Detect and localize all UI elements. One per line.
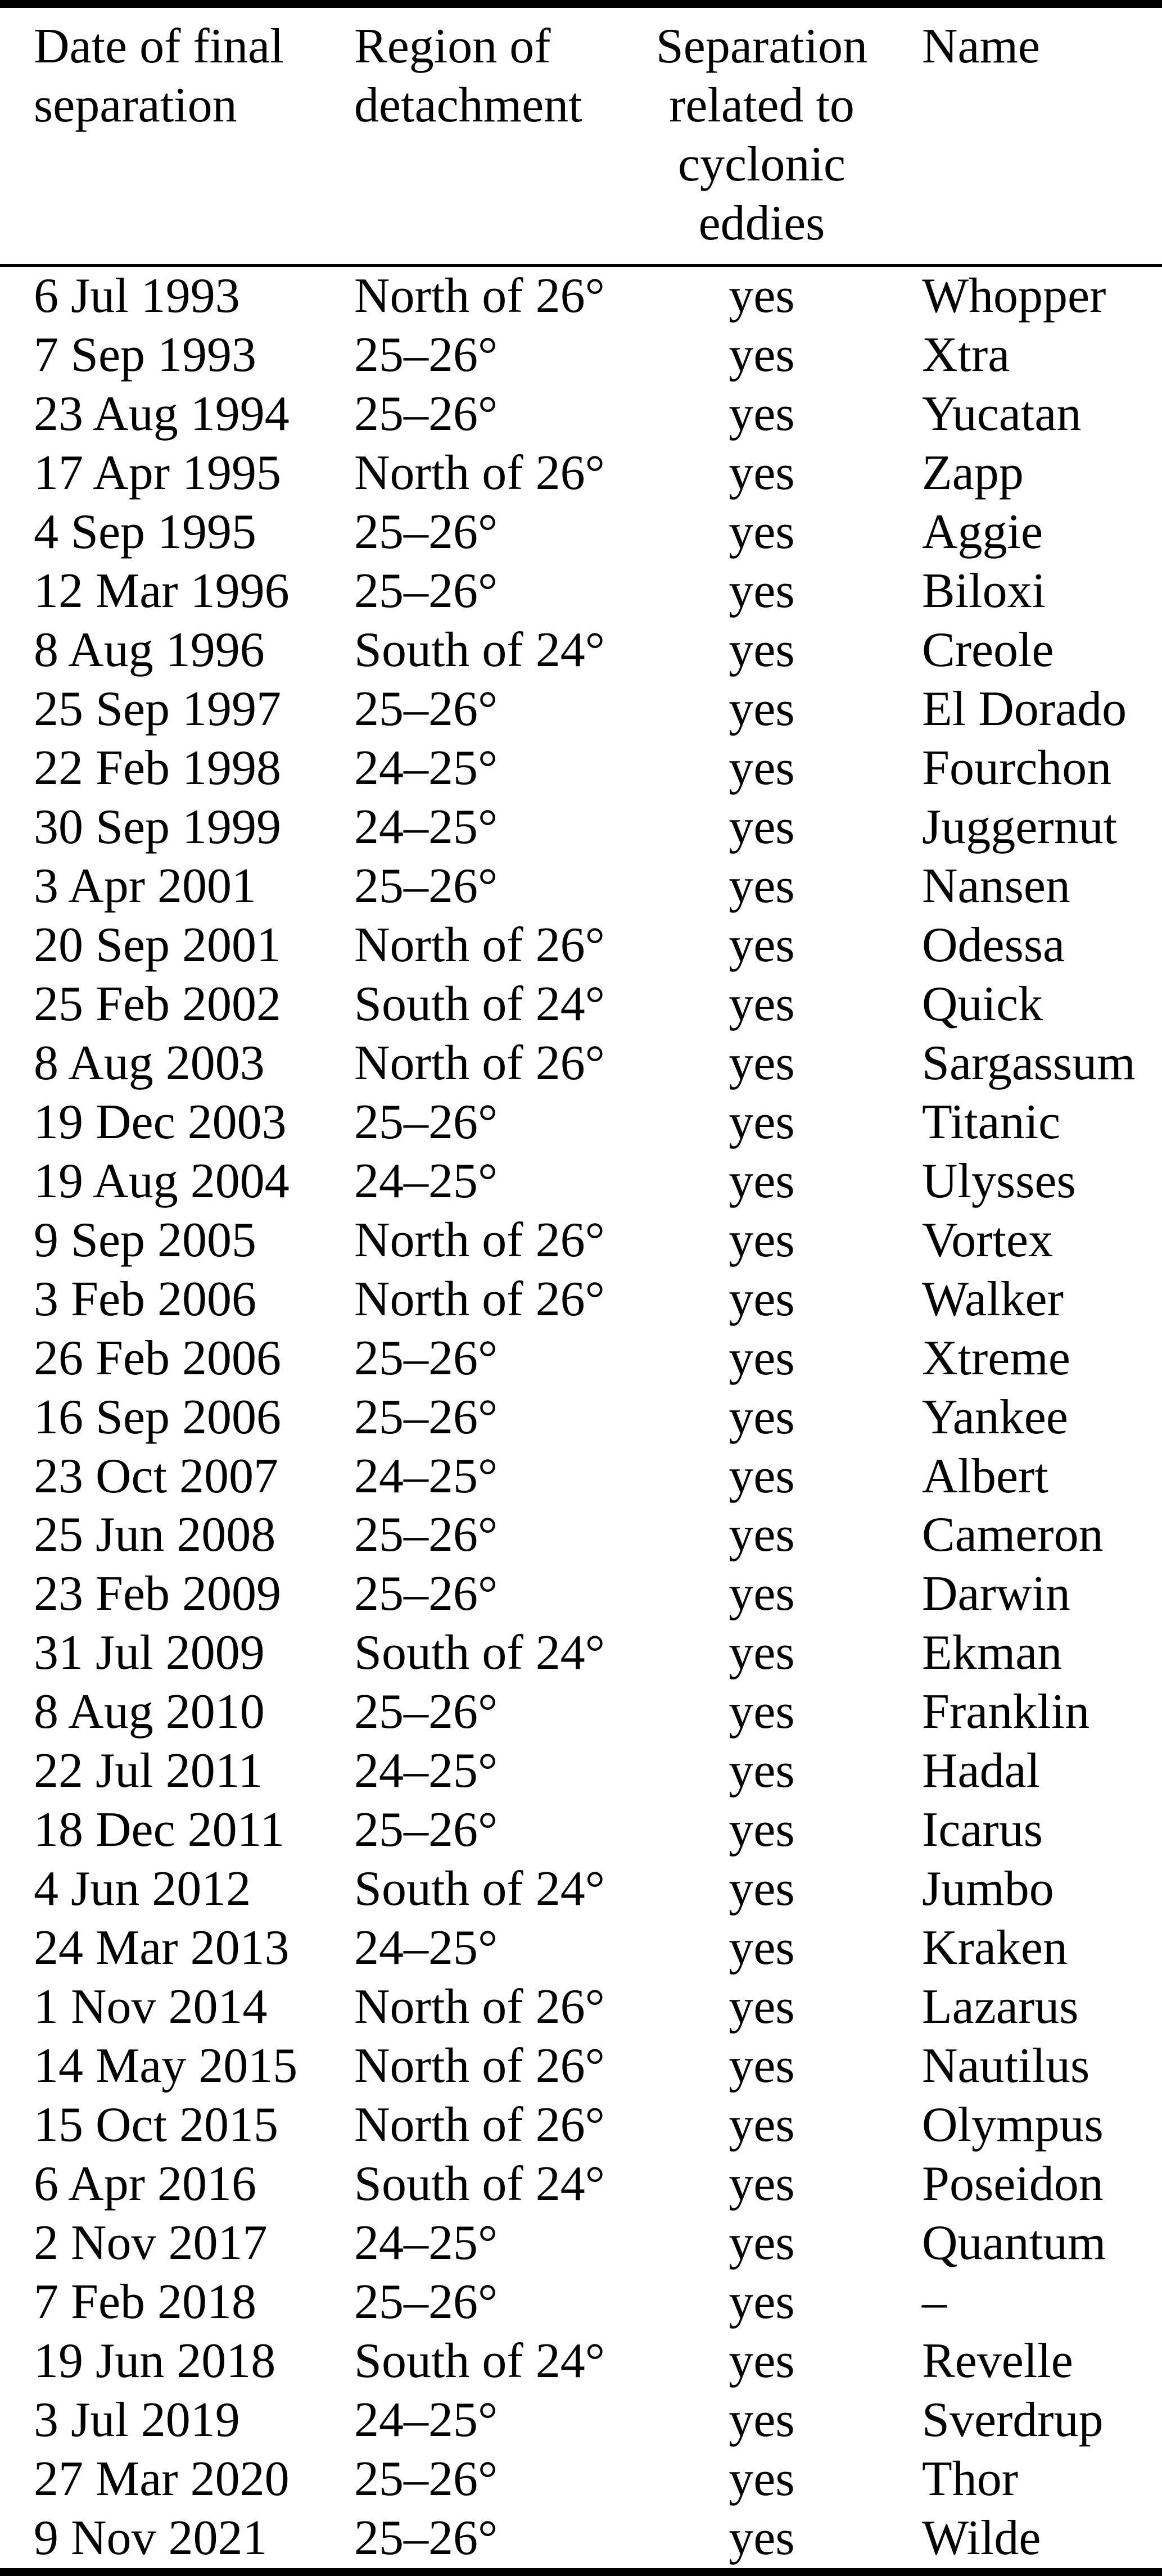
cell-region: 24–25°	[354, 740, 498, 795]
table-row	[34, 2450, 1162, 2509]
table-row	[34, 1624, 1162, 1683]
cell-cyclonic: yes	[729, 681, 795, 736]
table-row	[34, 916, 1162, 975]
table-row	[34, 1683, 1162, 1742]
cell-date: 9 Sep 2005	[34, 1212, 256, 1267]
cell-date: 19 Aug 2004	[34, 1153, 290, 1208]
cell-region: 24–25°	[354, 799, 498, 854]
table-row	[34, 680, 1162, 739]
cell-date: 19 Jun 2018	[34, 2334, 276, 2389]
table-row	[34, 1329, 1162, 1388]
cell-date: 2 Nov 2017	[34, 2216, 268, 2271]
table-row	[34, 798, 1162, 857]
cell-cyclonic: yes	[729, 2157, 795, 2212]
cell-name: Xtra	[922, 328, 1010, 382]
cell-date: 3 Feb 2006	[34, 1271, 256, 1327]
table-row	[34, 1860, 1162, 1919]
cell-name: Kraken	[922, 1921, 1068, 1976]
cell-date: 22 Feb 1998	[34, 740, 281, 795]
table-row	[34, 503, 1162, 562]
cell-region: 25–26°	[354, 2452, 498, 2507]
cell-region: 25–26°	[354, 681, 498, 736]
header-separation-related-to-cyclonic-eddies: Separation related to cyclonic eddies	[655, 19, 868, 251]
cell-date: 1 Nov 2014	[34, 1980, 268, 2035]
cell-name: Quantum	[922, 2216, 1106, 2271]
table-row	[34, 1152, 1162, 1211]
cell-date: 25 Feb 2002	[34, 976, 281, 1031]
cell-date: 25 Jun 2008	[34, 1507, 276, 1563]
cell-date: 27 Mar 2020	[34, 2452, 290, 2507]
table-row	[34, 2214, 1162, 2273]
cell-date: 9 Nov 2021	[34, 2511, 268, 2566]
cell-date: 14 May 2015	[34, 2039, 298, 2094]
cell-date: 8 Aug 2010	[34, 1685, 265, 1740]
cell-region: South of 24°	[354, 2157, 605, 2212]
cell-region: 25–26°	[354, 328, 498, 382]
header-date-of-final-separation: Date of final separation	[34, 19, 284, 133]
cell-name: Icarus	[922, 1803, 1043, 1858]
table-row	[34, 1565, 1162, 1624]
table-row	[34, 1211, 1162, 1270]
cell-cyclonic: yes	[729, 740, 795, 795]
cell-date: 31 Jul 2009	[34, 1626, 265, 1681]
cell-date: 30 Sep 1999	[34, 799, 281, 854]
cell-name: Xtreme	[922, 1330, 1070, 1386]
cell-cyclonic: yes	[729, 328, 795, 382]
cell-region: South of 24°	[354, 622, 605, 677]
cell-cyclonic: yes	[729, 2275, 795, 2330]
table-row	[34, 1506, 1162, 1565]
cell-name: Ekman	[922, 1626, 1062, 1681]
cell-name: Lazarus	[922, 1980, 1079, 2035]
table-row	[34, 1034, 1162, 1093]
cell-region: 25–26°	[354, 2511, 498, 2566]
cell-region: 25–26°	[354, 504, 498, 559]
cell-region: North of 26°	[354, 1035, 605, 1090]
cell-cyclonic: yes	[729, 1567, 795, 1622]
cell-cyclonic: yes	[729, 2216, 795, 2271]
table-row	[34, 1978, 1162, 2037]
cell-cyclonic: yes	[729, 1389, 795, 1445]
cell-cyclonic: yes	[729, 1271, 795, 1327]
cell-name: Zapp	[922, 445, 1024, 500]
cell-name: Nautilus	[922, 2039, 1090, 2094]
table-row	[34, 1270, 1162, 1329]
cell-cyclonic: yes	[729, 1153, 795, 1208]
table-row	[34, 1447, 1162, 1506]
table-bottom-rule	[0, 2568, 1162, 2576]
cell-cyclonic: yes	[729, 1921, 795, 1976]
cell-region: 25–26°	[354, 563, 498, 618]
cell-date: 8 Aug 1996	[34, 622, 265, 677]
cell-date: 16 Sep 2006	[34, 1389, 281, 1445]
cell-region: North of 26°	[354, 2098, 605, 2153]
table-row	[34, 2155, 1162, 2214]
cell-cyclonic: yes	[729, 1980, 795, 2035]
cell-cyclonic: yes	[729, 1862, 795, 1917]
header-name: Name	[922, 19, 1041, 74]
table-row	[34, 1801, 1162, 1860]
cell-cyclonic: yes	[729, 1212, 795, 1267]
cell-date: 24 Mar 2013	[34, 1921, 290, 1976]
cell-cyclonic: yes	[729, 1685, 795, 1740]
cell-name: Jumbo	[922, 1862, 1054, 1917]
cell-region: 24–25°	[354, 1448, 498, 1504]
cell-region: North of 26°	[354, 1212, 605, 1267]
cell-name: Revelle	[922, 2334, 1073, 2389]
cell-region: 25–26°	[354, 2275, 498, 2330]
cell-date: 18 Dec 2011	[34, 1803, 285, 1858]
cell-name: Yankee	[922, 1389, 1068, 1445]
cell-region: South of 24°	[354, 2334, 605, 2389]
cell-date: 23 Aug 1994	[34, 386, 290, 441]
cell-date: 4 Sep 1995	[34, 504, 256, 559]
cell-cyclonic: yes	[729, 2098, 795, 2153]
cell-region: South of 24°	[354, 1626, 605, 1681]
cell-region: South of 24°	[354, 976, 605, 1031]
cell-name: Sverdrup	[922, 2393, 1104, 2448]
table-row	[34, 562, 1162, 621]
header-region-of-detachment: Region of detachment	[354, 19, 582, 133]
table-header-row	[0, 8, 1162, 264]
cell-cyclonic: yes	[729, 2334, 795, 2389]
table-row	[34, 621, 1162, 680]
cell-name: Yucatan	[922, 386, 1082, 441]
table-row	[34, 2096, 1162, 2155]
cell-name: Odessa	[922, 917, 1065, 972]
cell-name: Creole	[922, 622, 1054, 677]
cell-cyclonic: yes	[729, 2511, 795, 2566]
table-body	[0, 267, 1162, 2568]
cell-region: North of 26°	[354, 2039, 605, 2094]
table-row	[34, 2037, 1162, 2096]
table-row	[34, 1919, 1162, 1978]
cell-date: 12 Mar 1996	[34, 563, 290, 618]
cell-region: North of 26°	[354, 917, 605, 972]
cell-region: North of 26°	[354, 269, 605, 324]
cell-date: 23 Oct 2007	[34, 1448, 279, 1504]
table-row	[34, 1093, 1162, 1152]
cell-cyclonic: yes	[729, 2039, 795, 2094]
cell-region: 25–26°	[354, 1803, 498, 1858]
table-row	[34, 267, 1162, 326]
cell-date: 22 Jul 2011	[34, 1744, 263, 1799]
cell-cyclonic: yes	[729, 445, 795, 500]
cell-name: Franklin	[922, 1685, 1090, 1740]
cell-date: 8 Aug 2003	[34, 1035, 265, 1090]
cell-cyclonic: yes	[729, 1744, 795, 1799]
cell-date: 6 Apr 2016	[34, 2157, 256, 2212]
cell-name: Thor	[922, 2452, 1019, 2507]
cell-cyclonic: yes	[729, 976, 795, 1031]
cell-name: Hadal	[922, 1744, 1041, 1799]
cell-date: 15 Oct 2015	[34, 2098, 279, 2153]
table-row	[34, 2273, 1162, 2332]
cell-name: Sargassum	[922, 1035, 1136, 1090]
cell-date: 6 Jul 1993	[34, 269, 240, 324]
cell-date: 23 Feb 2009	[34, 1567, 281, 1622]
cell-name: Nansen	[922, 858, 1070, 913]
cell-cyclonic: yes	[729, 504, 795, 559]
cell-cyclonic: yes	[729, 799, 795, 854]
cell-date: 20 Sep 2001	[34, 917, 281, 972]
cell-name: El Dorado	[922, 681, 1127, 736]
cell-cyclonic: yes	[729, 2452, 795, 2507]
cell-region: North of 26°	[354, 1271, 605, 1327]
cell-name: Cameron	[922, 1507, 1104, 1563]
cell-name: Darwin	[922, 1567, 1070, 1622]
cell-cyclonic: yes	[729, 1330, 795, 1386]
cell-cyclonic: yes	[729, 269, 795, 324]
cell-region: 24–25°	[354, 2393, 498, 2448]
cell-name: Juggernut	[922, 799, 1118, 854]
cell-region: 25–26°	[354, 1685, 498, 1740]
cell-cyclonic: yes	[729, 1094, 795, 1149]
cell-name: Olympus	[922, 2098, 1104, 2153]
cell-name: Biloxi	[922, 563, 1046, 618]
cell-name: Wilde	[922, 2511, 1041, 2566]
table-row	[34, 444, 1162, 503]
cell-cyclonic: yes	[729, 2393, 795, 2448]
cell-region: 24–25°	[354, 1921, 498, 1976]
table-row	[34, 385, 1162, 444]
cell-date: 25 Sep 1997	[34, 681, 281, 736]
cell-name: Walker	[922, 1271, 1064, 1327]
cell-region: 24–25°	[354, 1153, 498, 1208]
cell-cyclonic: yes	[729, 917, 795, 972]
cell-cyclonic: yes	[729, 1626, 795, 1681]
table-row	[34, 857, 1162, 916]
cell-cyclonic: yes	[729, 1035, 795, 1090]
cell-date: 7 Feb 2018	[34, 2275, 256, 2330]
cell-date: 26 Feb 2006	[34, 1330, 281, 1386]
cell-region: 25–26°	[354, 386, 498, 441]
table-row	[34, 2332, 1162, 2391]
table-row	[34, 326, 1162, 385]
table-row	[34, 975, 1162, 1034]
cell-region: 24–25°	[354, 2216, 498, 2271]
cell-name: Quick	[922, 976, 1043, 1031]
cell-name: Whopper	[922, 269, 1106, 324]
cell-region: 24–25°	[354, 1744, 498, 1799]
cell-date: 3 Apr 2001	[34, 858, 256, 913]
table-row	[34, 2391, 1162, 2450]
cell-region: 25–26°	[354, 1389, 498, 1445]
cell-name: –	[922, 2275, 947, 2330]
cell-cyclonic: yes	[729, 1803, 795, 1858]
cell-date: 3 Jul 2019	[34, 2393, 240, 2448]
cell-date: 7 Sep 1993	[34, 328, 256, 382]
cell-name: Poseidon	[922, 2157, 1104, 2212]
cell-region: South of 24°	[354, 1862, 605, 1917]
cell-cyclonic: yes	[729, 858, 795, 913]
cell-region: 25–26°	[354, 858, 498, 913]
table-row	[34, 1742, 1162, 1801]
cell-region: 25–26°	[354, 1330, 498, 1386]
cell-date: 17 Apr 1995	[34, 445, 281, 500]
table-row	[34, 739, 1162, 798]
cell-region: 25–26°	[354, 1567, 498, 1622]
cell-name: Albert	[922, 1448, 1048, 1504]
cell-cyclonic: yes	[729, 386, 795, 441]
cell-cyclonic: yes	[729, 622, 795, 677]
cell-name: Aggie	[922, 504, 1043, 559]
cell-region: North of 26°	[354, 1980, 605, 2035]
cell-date: 19 Dec 2003	[34, 1094, 287, 1149]
cell-date: 4 Jun 2012	[34, 1862, 251, 1917]
cell-name: Titanic	[922, 1094, 1061, 1149]
cell-cyclonic: yes	[729, 1507, 795, 1563]
cell-cyclonic: yes	[729, 563, 795, 618]
cell-name: Fourchon	[922, 740, 1112, 795]
table-row	[34, 1388, 1162, 1447]
cell-region: 25–26°	[354, 1094, 498, 1149]
table-row	[34, 2509, 1162, 2568]
cell-name: Ulysses	[922, 1153, 1076, 1208]
cell-name: Vortex	[922, 1212, 1054, 1267]
cell-cyclonic: yes	[729, 1448, 795, 1504]
cell-region: North of 26°	[354, 445, 605, 500]
table-top-rule	[0, 0, 1162, 8]
cell-region: 25–26°	[354, 1507, 498, 1563]
